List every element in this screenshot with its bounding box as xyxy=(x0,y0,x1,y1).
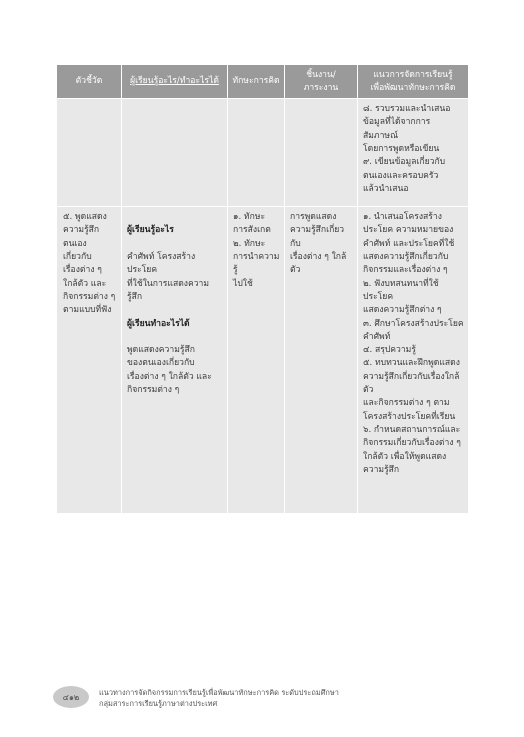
footer-title xyxy=(99,688,339,709)
cell-thinking-skill xyxy=(228,99,285,207)
cell-task: การพูดแสดง ความรู้สึกเกี่ยวกับ เรื่องต่าง ๆ ใกล้ตัว xyxy=(285,207,358,514)
header-indicator: ตัวชี้วัด xyxy=(57,65,122,99)
cell-thinking-skill: ๑. ทักษะ การสังเกต ๒. ทักษะ การนำความรู้ ไปใช้ xyxy=(228,207,285,514)
cell-task xyxy=(285,99,358,207)
header-thinking-skill: ทักษะการคิด xyxy=(228,65,285,99)
header-knowledge: ผู้เรียนรู้อะไร/ทำอะไรได้ xyxy=(122,65,228,99)
cell-knowledge xyxy=(122,99,228,207)
learning-plan-table xyxy=(56,64,469,514)
ability-text: พูดแสดงความรู้สึก ของตนเองเกี่ยวกับ เรื่องต่าง ๆ ใกล้ตัว และ กิจกรรมต่าง ๆ xyxy=(127,345,212,396)
ability-heading: ผู้เรียนทำอะไรได้ xyxy=(127,318,190,329)
knowledge-text: คำศัพท์ โครงสร้างประโยค ที่ใช้ในการแสดงความรู้สึก xyxy=(127,251,210,302)
cell-learning-approach: ๑. นำเสนอโครงสร้าง ประโยค ความหมายของ คำศัพท์ และประโยคที่ใช้ แสดงความรู้สึกเกี่ยวกับ กิจกรรมและเรื่องต่าง ๆ ๒. ฟังบทสนทนาที่ใช้ประโยค แสดงความรู้สึกต่าง ๆ ๓. ศึกษาโครงสร้างประโยค คำศัพท์ ๔. สรุปความรู้ ๕. ทบทวนและฝึกพูดแสดง ความรู้สึกเกี่ยวกับเรื่องใกล้ตัว และกิจกรรมต่าง ๆ ตาม โครงสร้างประโยคที่เรียน ๖. กำหนดสถานการณ์และ กิจกรรมเกี่ยวกับเรื่องต่าง ๆ ใกล้ตัว เพื่อให้พูดแสดง ความรู้สึก xyxy=(358,207,469,514)
table-header-row xyxy=(57,65,469,99)
cell-indicator: ๕. พูดแสดง ความรู้สึก ตนเอง เกี่ยวกับ เรื่องต่าง ๆ ใกล้ตัว และ กิจกรรมต่าง ๆ ตามแบบที่ฟัง xyxy=(57,207,122,514)
knowledge-heading: ผู้เรียนรู้อะไร xyxy=(127,225,174,236)
footer-line-2: กลุ่มสาระการเรียนรู้ภาษาต่างประเทศ xyxy=(99,698,218,708)
table-row xyxy=(57,99,469,207)
table-row xyxy=(57,207,469,514)
page-number-badge: ๔๑๒ xyxy=(53,686,89,708)
header-task: ชิ้นงาน/ ภาระงาน xyxy=(285,65,358,99)
cell-indicator xyxy=(57,99,122,207)
cell-learning-approach: ๘. รวบรวมและนำเสนอ ข้อมูลที่ได้จากการสัมภาษณ์ โดยการพูดหรือเขียน ๙. เขียนข้อมูลเกี่ยวกับ ตนเองและครอบครัว แล้วนำเสนอ xyxy=(358,99,469,207)
footer-line-1: แนวทางการจัดกิจกรรมการเรียนรู้เพื่อพัฒนาทักษะการคิด ระดับประถมศึกษา xyxy=(99,688,339,697)
header-learning-approach: แนวการจัดการเรียนรู้ เพื่อพัฒนาทักษะการคิด xyxy=(358,65,469,99)
cell-knowledge xyxy=(122,207,228,514)
